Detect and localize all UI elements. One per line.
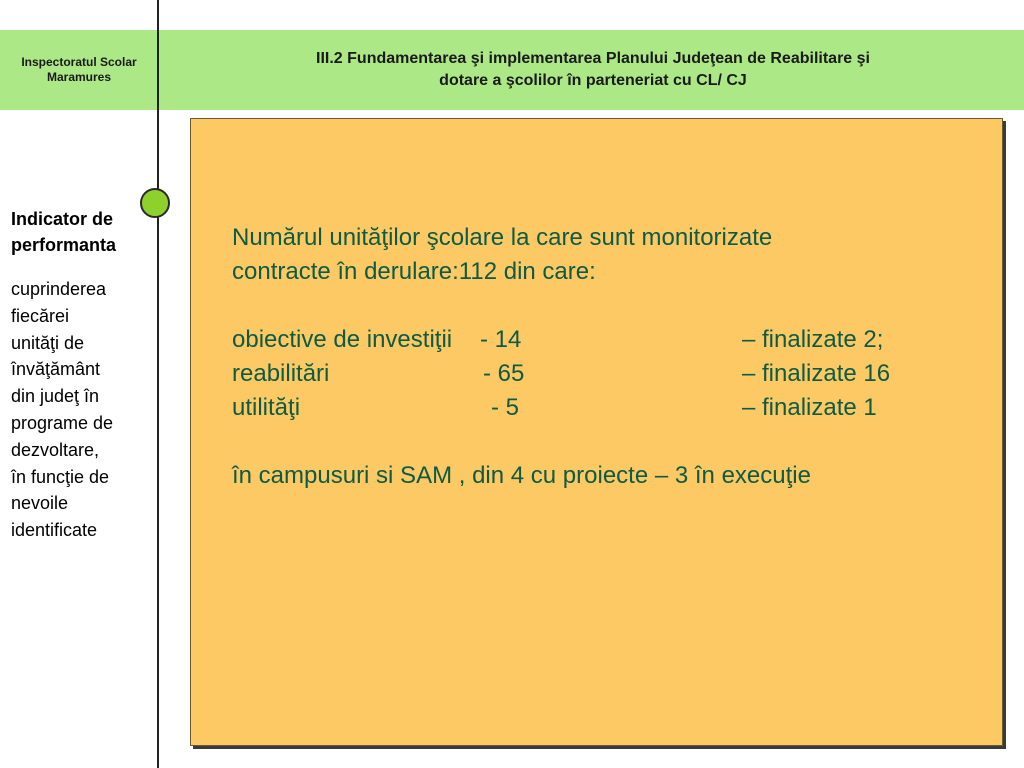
org-name-line-1: Inspectoratul Scolar bbox=[21, 55, 137, 69]
vertical-divider bbox=[157, 0, 159, 768]
campus-summary: în campusuri si SAM , din 4 cu proiecte – 3 în execuţie bbox=[232, 462, 811, 489]
indicator-desc-line: dezvoltare, bbox=[11, 439, 100, 460]
indicator-desc-line: fiecărei bbox=[11, 305, 70, 326]
row-count: - 65 bbox=[483, 360, 525, 387]
org-name-line-2: Maramures bbox=[46, 70, 112, 84]
indicator-desc-line: cuprinderea bbox=[11, 279, 107, 299]
row-status: – finalizate 16 bbox=[742, 360, 891, 387]
row-status: – finalizate 2; bbox=[742, 326, 884, 353]
indicator-title-line-1: Indicator de bbox=[11, 209, 114, 229]
indicator-description bbox=[11, 276, 151, 544]
slide-title bbox=[170, 48, 1016, 92]
indicator-title-line-2: performanta bbox=[11, 235, 117, 255]
indicator-desc-line: în funcţie de bbox=[11, 466, 110, 487]
indicator-desc-line: învăţământ bbox=[11, 359, 101, 380]
row-count: - 14 bbox=[480, 326, 522, 353]
indicator-desc-line: identificate bbox=[11, 520, 98, 541]
row-label: reabilitări bbox=[232, 360, 330, 387]
org-name bbox=[0, 55, 158, 85]
row-label: utilităţi bbox=[232, 394, 301, 421]
content-panel bbox=[190, 118, 1003, 746]
row-count: - 5 bbox=[491, 394, 520, 421]
intro-line-2: contracte în derulare:112 din care: bbox=[232, 258, 596, 285]
indicator-desc-line: programe de bbox=[11, 412, 114, 433]
slide-title-line-2: dotare a şcolilor în parteneriat cu CL/ CJ bbox=[439, 72, 747, 89]
slide-title-line-1: III.2 Fundamentarea şi implementarea Planului Judeţean de Reabilitare şi bbox=[316, 50, 870, 67]
row-label: obiective de investiţii bbox=[232, 326, 453, 353]
indicator-desc-line: nevoile bbox=[11, 493, 69, 514]
indicator-desc-line: unităţi de bbox=[11, 332, 85, 353]
row-status: – finalizate 1 bbox=[742, 394, 877, 421]
indicator-desc-line: din judeţ în bbox=[11, 386, 100, 407]
intro-line-1: Numărul unităţilor şcolare la care sunt monitorizate bbox=[232, 224, 773, 251]
indicator-title bbox=[11, 206, 156, 258]
